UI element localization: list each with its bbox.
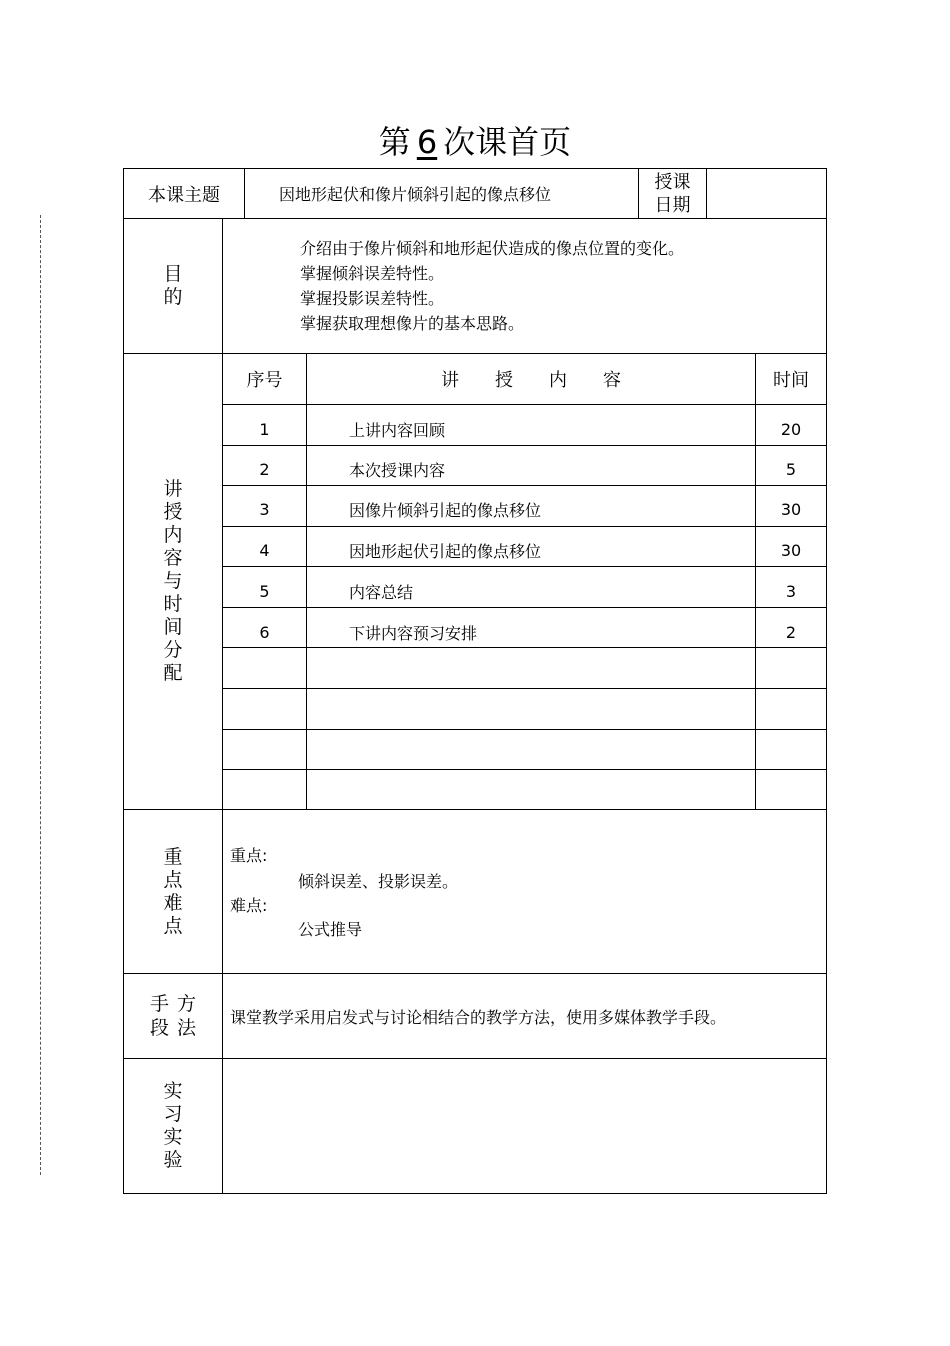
methods-label-row (150, 1016, 196, 1040)
column-header-number: 序号 (246, 370, 283, 391)
key-points-label-char: 点 (163, 868, 183, 891)
lesson-number: 6 (416, 123, 438, 161)
title-suffix: 次课首页 (443, 123, 572, 161)
purpose-line: 掌握获取理想像片的基本思路。 (300, 314, 525, 333)
practice-label-char: 实 (163, 1080, 183, 1102)
schedule-label-char: 分 (163, 639, 183, 661)
topic-label: 本课主题 (148, 184, 220, 206)
practice-label-char: 实 (163, 1126, 183, 1148)
purpose-label-char: 目 (163, 263, 183, 285)
content-header-char: 讲 (441, 370, 459, 391)
purpose-line: 掌握投影误差特性。 (300, 289, 445, 308)
row-number: 3 (259, 499, 270, 519)
key-label: 重点: (230, 846, 268, 865)
schedule-label-char: 内 (163, 524, 183, 546)
schedule-label-char: 间 (163, 616, 183, 638)
practice-label-char: 验 (163, 1149, 183, 1171)
column-header-content (307, 354, 755, 404)
content-header-char: 内 (549, 370, 567, 391)
page-title (0, 122, 950, 162)
key-points-label (124, 810, 222, 973)
topic-value: 因地形起伏和像片倾斜引起的像点移位 (279, 185, 552, 204)
purpose-text (300, 236, 820, 336)
row-number: 4 (259, 540, 270, 560)
row-content: 上讲内容回顾 (349, 420, 446, 440)
purpose-label-char: 的 (163, 286, 183, 308)
row-number: 5 (259, 581, 270, 601)
key-points-label-char: 重 (163, 845, 183, 868)
row-number: 1 (259, 419, 270, 439)
methods-label-char: 段 (149, 1017, 169, 1039)
methods-label-char: 法 (177, 1017, 197, 1039)
row-time: 30 (780, 499, 802, 519)
practice-label (124, 1059, 222, 1193)
row-content: 下讲内容预习安排 (349, 623, 478, 643)
row-time: 3 (785, 581, 797, 601)
content-header-char: 容 (603, 370, 621, 391)
row-content: 因像片倾斜引起的像点移位 (349, 500, 542, 520)
purpose-label (124, 219, 222, 353)
date-label-line2: 日期 (654, 194, 691, 216)
binding-margin-line (40, 215, 41, 1175)
methods-text: 课堂教学采用启发式与讨论相结合的教学方法，使用多媒体教学手段。 (230, 1007, 727, 1027)
purpose-line: 介绍由于像片倾斜和地形起伏造成的像点位置的变化。 (300, 239, 685, 258)
date-value (708, 169, 826, 218)
schedule-label-char: 讲 (163, 478, 183, 500)
key-points-label-char: 点 (163, 914, 183, 937)
methods-label-row (150, 992, 196, 1016)
schedule-label-char: 与 (163, 570, 183, 592)
key-points-label-char: 难 (163, 891, 183, 914)
row-content: 内容总结 (349, 582, 414, 602)
schedule-label (124, 354, 222, 809)
practice-label-char: 习 (163, 1103, 183, 1125)
row-time: 5 (785, 459, 797, 479)
schedule-label-char: 时 (163, 593, 183, 615)
schedule-label-char: 授 (163, 501, 183, 523)
row-time: 30 (780, 540, 802, 560)
row-number: 2 (259, 459, 270, 479)
date-label-line1: 授课 (654, 171, 691, 193)
row-content: 本次授课内容 (349, 460, 446, 480)
methods-label-char: 方 (177, 993, 197, 1015)
difficult-text: 公式推导 (298, 920, 363, 939)
key-text: 倾斜误差、投影误差。 (298, 872, 459, 891)
row-number: 6 (259, 622, 270, 642)
schedule-label-char: 配 (163, 662, 183, 684)
date-label (639, 169, 706, 218)
column-header-time: 时间 (773, 370, 809, 391)
row-time: 20 (780, 419, 802, 439)
purpose-line: 掌握倾斜误差特性。 (300, 264, 445, 283)
difficult-label: 难点: (230, 896, 268, 915)
methods-label-char: 手 (149, 993, 169, 1015)
methods-label (124, 974, 222, 1058)
content-header-char: 授 (495, 370, 513, 391)
row-content: 因地形起伏引起的像点移位 (349, 541, 542, 561)
row-time: 2 (785, 622, 797, 642)
title-prefix: 第 (378, 123, 411, 161)
schedule-label-char: 容 (163, 547, 183, 569)
